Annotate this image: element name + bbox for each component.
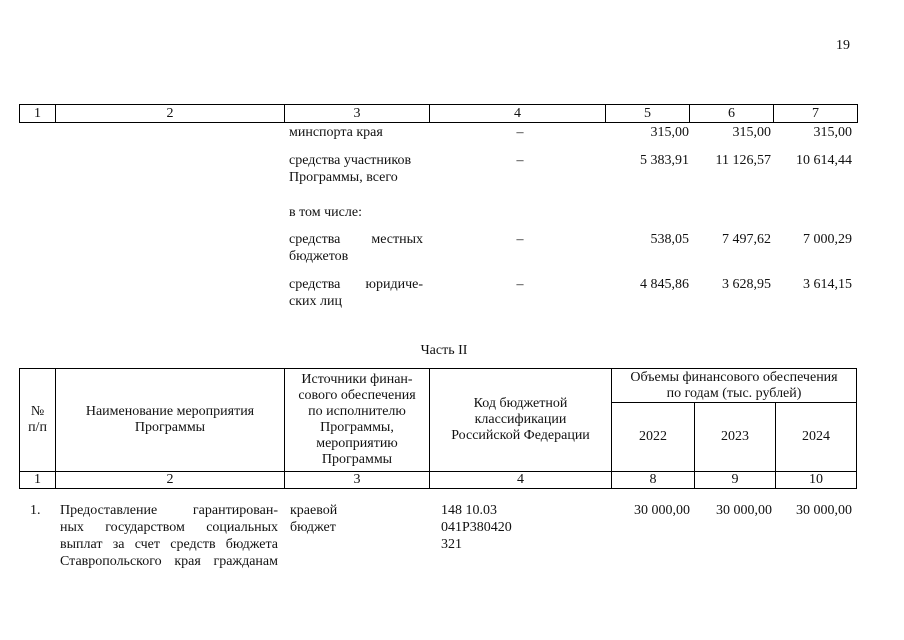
- code-cell: –: [516, 125, 524, 140]
- column-number: 7: [774, 105, 858, 123]
- header-name: [56, 369, 284, 471]
- header-line: по исполнителю: [308, 404, 406, 419]
- value-2023: 30 000,00: [716, 503, 772, 518]
- row-number: 1.: [30, 503, 41, 518]
- value-2023: 7 497,62: [722, 232, 771, 247]
- row-name-line: Ставропольского края гражданам: [60, 554, 278, 569]
- row-name-line: выплат за счет средств бюджета: [60, 537, 278, 552]
- column-number: 10: [809, 472, 823, 487]
- column-number: 4: [517, 472, 524, 487]
- header-line: мероприятию: [316, 436, 398, 451]
- header-line: по годам (тыс. рублей): [666, 385, 802, 401]
- value-2022: 4 845,86: [640, 277, 689, 292]
- row-name-line: Предоставление гарантирован-: [60, 503, 278, 518]
- code-cell: –: [516, 153, 524, 168]
- header-line: Объемы финансового обеспечения: [630, 369, 838, 385]
- column-number: 6: [690, 105, 774, 123]
- header-line: Код бюджетной: [473, 396, 568, 411]
- value-2022: 538,05: [650, 232, 689, 247]
- header-number: [20, 369, 55, 471]
- column-number: 1: [20, 105, 56, 123]
- value-2023: 11 126,57: [715, 153, 771, 168]
- row-code: 148 10.03 041P380420 321: [441, 503, 512, 552]
- header-line: п/п: [28, 420, 47, 435]
- source-cell: Программы, всего: [289, 170, 398, 185]
- column-number: 4: [430, 105, 606, 123]
- header-line: №: [30, 404, 45, 419]
- value-2024: 10 614,44: [796, 153, 852, 168]
- header-line: Источники финан-: [301, 372, 413, 387]
- value-2023: 315,00: [732, 125, 771, 140]
- header-line: Программы: [134, 420, 206, 435]
- header-source: [285, 369, 429, 471]
- value-2024: 30 000,00: [796, 503, 852, 518]
- header-line: Программы,: [320, 420, 394, 435]
- header-volume: [612, 369, 856, 402]
- row-source: краевой бюджет: [290, 503, 338, 535]
- part2-table-header: [19, 368, 857, 489]
- value-2024: 7 000,29: [803, 232, 852, 247]
- header-line: классификации: [474, 412, 567, 427]
- page-number: 19: [836, 38, 850, 53]
- value-2024: 315,00: [813, 125, 852, 140]
- value-2024: 3 614,15: [803, 277, 852, 292]
- header-line: Наименование мероприятия: [85, 404, 255, 419]
- header-line: Программы: [321, 452, 393, 467]
- source-cell: средства участников: [289, 153, 412, 168]
- header-line: сового обеспечения: [298, 388, 416, 403]
- source-cell: ских лиц: [289, 294, 342, 309]
- source-cell: средства юридиче-: [289, 277, 423, 292]
- source-cell: минспорта края: [289, 125, 383, 140]
- value-2022: 30 000,00: [634, 503, 690, 518]
- column-number: 2: [56, 105, 285, 123]
- value-2022: 315,00: [650, 125, 689, 140]
- header-code: [430, 369, 611, 471]
- code-cell: –: [516, 232, 524, 247]
- header-year-2024: 2024: [802, 429, 830, 444]
- column-number: 2: [166, 472, 174, 487]
- code-cell: –: [516, 277, 524, 292]
- column-number: 9: [731, 472, 739, 487]
- value-2023: 3 628,95: [722, 277, 771, 292]
- value-2022: 5 383,91: [640, 153, 689, 168]
- continuation-table-header: [19, 104, 858, 123]
- header-year-2022: 2022: [639, 429, 667, 444]
- part-title: Часть II: [420, 343, 468, 358]
- source-cell: в том числе:: [289, 205, 362, 220]
- column-number: 3: [353, 472, 361, 487]
- column-number: 3: [285, 105, 430, 123]
- row-name-line: ных государством социальных: [60, 520, 278, 535]
- column-number: 5: [606, 105, 690, 123]
- source-cell: средства местных: [289, 232, 423, 247]
- column-number: 1: [34, 472, 41, 487]
- source-cell: бюджетов: [289, 249, 349, 264]
- header-year-2023: 2023: [721, 429, 749, 444]
- header-line: Российской Федерации: [451, 428, 590, 443]
- column-number: 8: [649, 472, 657, 487]
